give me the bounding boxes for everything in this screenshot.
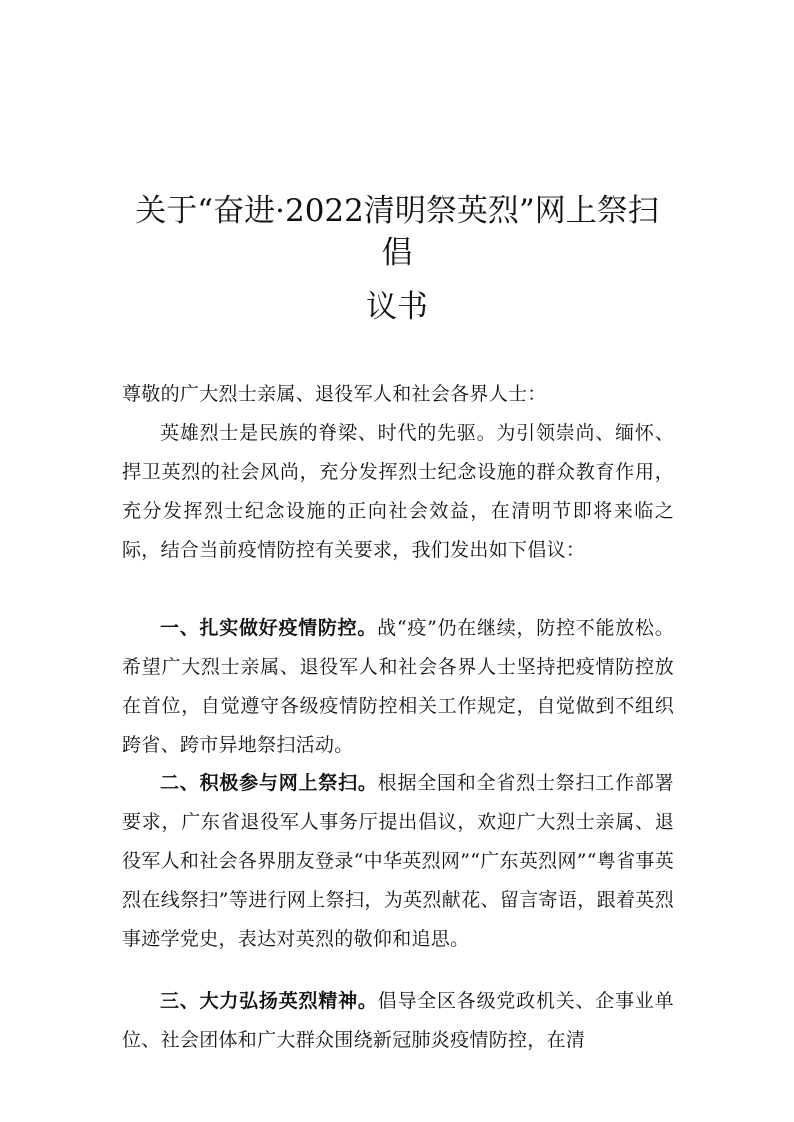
section-1-heading: 一、扎实做好疫情防控。 (160, 617, 378, 639)
section-2-heading: 二、积极参与网上祭扫。 (160, 772, 378, 794)
section-1-text: 战“疫”仍在继续，防控不能放松。希望广大烈士亲属、退役军人和社会各界人士坚持把疫情防控放在首位，自觉遵守各级疫情防控相关工作规定，自觉做到不组织跨省、跨市异地祭扫活动。 (122, 617, 674, 756)
intro-paragraph: 英雄烈士是民族的脊梁、时代的先驱。为引领崇尚、缅怀、捍卫英烈的社会风尚，充分发挥烈士纪念设施的群众教育作用，充分发挥烈士纪念设施的正向社会效益，在清明节即将来临之际，结合当前疫情防控有关要求，我们发出如下倡议： (122, 422, 674, 561)
section-2-paragraph (122, 764, 674, 959)
greeting-line: 尊敬的广大烈士亲属、退役军人和社会各界人士： (122, 383, 547, 405)
document-title-line-2: 倡 (381, 235, 413, 271)
section-3-heading: 三、大力弘扬英烈精神。 (160, 990, 378, 1012)
section-3-text: 倡导全区各级党政机关、企事业单位、社会团体和广大群众围绕新冠肺炎疫情防控，在清 (122, 990, 674, 1051)
document-title-line-1: 关于“奋进·2022清明祭英烈”网上祭扫 (135, 193, 659, 229)
section-1-paragraph (122, 609, 674, 765)
section-3-paragraph (122, 982, 674, 1060)
document-title-line-3: 议书 (366, 289, 428, 325)
section-2-text: 根据全国和全省烈士祭扫工作部署要求，广东省退役军人事务厅提出倡议，欢迎广大烈士亲属、退役军人和社会各界朋友登录“中华英烈网”“广东英烈网”“粤省事英烈在线祭扫”等进行网上祭扫，为英烈献花、留言寄语，跟着英烈事迹学党史，表达对英烈的敬仰和追思。 (122, 772, 674, 950)
